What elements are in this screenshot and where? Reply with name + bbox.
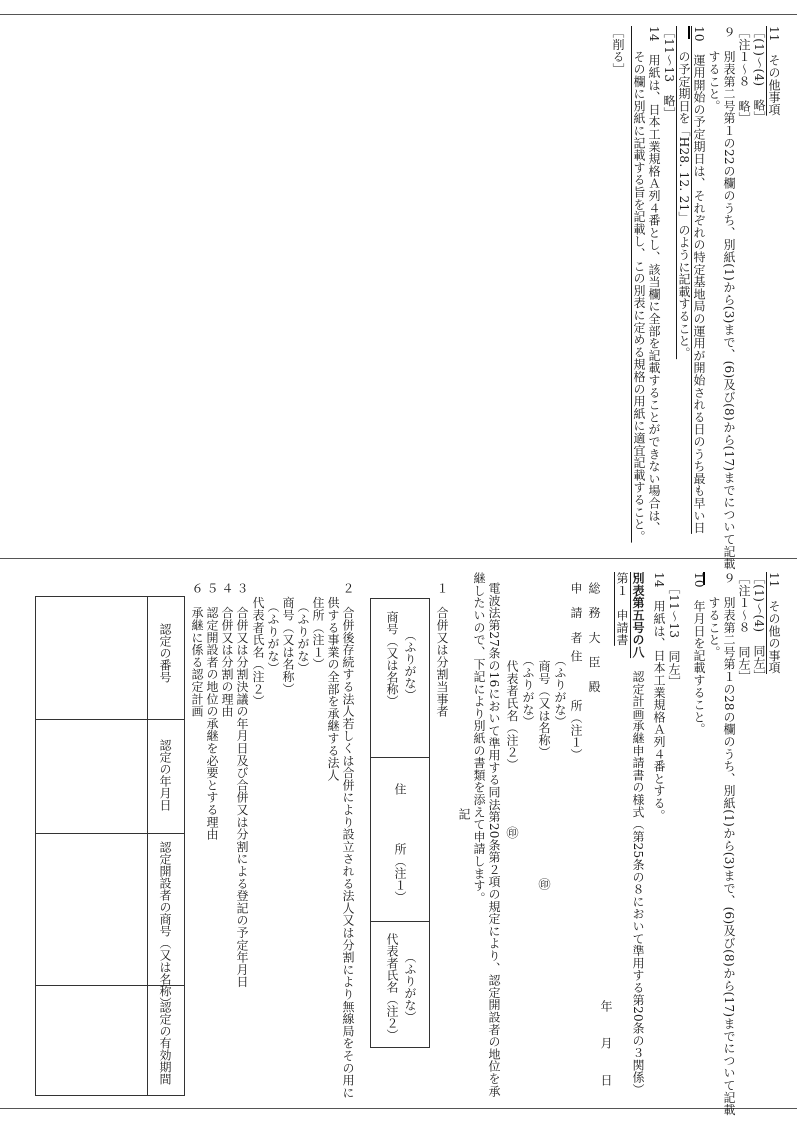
top-col-3: ［注１〜８ 略］	[737, 26, 751, 125]
plan-table-col-holder: 認定開設者の商号（又は名称）	[158, 841, 172, 1009]
parties-table-name: 商号（又は名称）	[385, 611, 399, 707]
top-col-8: ［11〜13 略］	[662, 26, 676, 120]
applicant-furigana-2: （ふりがな）	[521, 654, 535, 728]
parties-table-furigana-2: （ふりがな）	[403, 951, 417, 1023]
bottom-col-5: すること。	[707, 572, 721, 659]
parties-table-furigana-1: （ふりがな）	[403, 629, 417, 701]
body-text-2: 継したいので、下記により別紙の書類を添えて申請します。	[472, 572, 486, 905]
bottom-col-9: 14 用紙は、日本工業規格Ａ列４番とする。	[652, 572, 666, 822]
form-title-number: 別表第五号の八	[631, 572, 645, 659]
top-col-2: ［(1)〜(4) 略］	[752, 26, 766, 124]
top-rule	[0, 14, 797, 15]
top-col-9: 14 用紙は、日本工業規格Ａ列４番とし、該当欄に全部を記載することができない場合は、	[647, 26, 661, 534]
bottom-col-3: ［注１〜８ 同左］	[737, 572, 751, 683]
item-2-name: 商号（又は名称）	[281, 572, 295, 695]
top-col-6: 10 運用開始の予定期日は、それぞれの特定基地局の運用が開始される日のうち最も早い日	[692, 26, 706, 534]
ki-heading: 記	[457, 808, 471, 821]
form-title-text: 認定計画承継申請書の様式（第25条の８において準用する第20条の３関係）	[631, 658, 645, 1096]
item-6: ６ 承継に係る認定計画	[190, 582, 204, 718]
plan-table-divider-1	[36, 719, 184, 720]
top-col-5: すること。	[707, 26, 721, 113]
plan-table-header-divider	[147, 597, 148, 1095]
item-3: ３ 合併又は分割決議の年月日及び合併又は分割による登記の予定年月日	[235, 582, 249, 988]
plan-table-divider-2	[36, 833, 184, 834]
plan-table-col-validity: 認定の有効期間	[158, 1001, 172, 1085]
parties-table-divider-2	[371, 921, 429, 922]
plan-table	[35, 596, 185, 1096]
applicant-address: 住 所（注１）	[569, 650, 583, 761]
item-2-address: 住所（注１）	[311, 572, 325, 671]
middle-rule	[0, 558, 797, 559]
bottom-col-1: 11 その他の事項	[767, 572, 781, 674]
date-line: 年 月 日	[599, 1000, 613, 1087]
item-4: ４ 合併又は分割の理由	[220, 582, 234, 718]
top-col-7: の予定期日を「H28. 12. 21」のように記載すること。	[677, 26, 691, 360]
applicant-furigana-1: （ふりがな）	[553, 654, 567, 728]
parties-table	[370, 598, 430, 1048]
item-1: １ 合併又は分割当事者	[435, 582, 449, 718]
item-2-furigana-1: （ふりがな）	[296, 582, 310, 675]
item-2-furigana-2: （ふりがな）	[266, 582, 280, 675]
bottom-col-8: ［11〜13 同左］	[667, 582, 681, 688]
item-2-line-2: 供する事業の全部を承継する法人	[326, 572, 340, 782]
top-col-4-text: ９ 別表第二号第１の22の欄のうち、別紙(1)から(3)まで、(6)及び(8)から(17)までについて記載	[722, 26, 736, 570]
top-col-11: ［削る］	[611, 26, 625, 76]
item-5: ５ 認定開設者の地位の承継を必要とする理由	[205, 582, 219, 841]
bottom-col-4: ９ 別表第二号第１の28の欄のうち、別紙(1)から(3)まで、(6)及び(8)から(17)までについて記載	[722, 572, 736, 1116]
item-2-line-1: ２ 合併後存続する法人若しくは合併により設立される法人又は分割により無線局をその用に	[341, 582, 355, 1099]
applicant-representative: 代表者氏名（注２） ㊞	[505, 660, 519, 839]
bottom-col-2: ［(1)〜(4) 同左］	[752, 572, 766, 682]
parties-table-divider-1	[371, 757, 429, 758]
applicant-seal-1: ㊞	[537, 878, 551, 891]
bottom-col-6: 10 年月日を記載すること。	[692, 572, 706, 736]
body-text-1: 電波法第27条の16において準用する同法第20条第２項の規定により、認定開設者の地位を承	[487, 582, 501, 1098]
top-col-10: その欄に別紙に記載する旨を記載し、この別表に定める規格の用紙に適宜記載すること。	[632, 26, 646, 543]
item-2-representative: 代表者氏名（注２）	[251, 572, 265, 708]
plan-table-col-number: 認定の番号	[158, 623, 172, 683]
plan-table-col-date: 認定の年月日	[158, 739, 172, 811]
form-title	[630, 572, 645, 1096]
form-subtitle: 第１ 申請書	[615, 572, 629, 646]
parties-table-representative: 代表者氏名（注２）	[385, 933, 399, 1041]
applicant-name: 商号（又は名称）	[537, 660, 551, 759]
addressee: 総 務 大 臣 殿	[587, 582, 601, 693]
top-col-1: 11 その他事項	[767, 26, 781, 116]
parties-table-address: 住 所（注１）	[393, 783, 407, 903]
bottom-rule	[0, 1108, 797, 1109]
top-col-4	[721, 26, 736, 570]
applicant-label: 申 請 者	[569, 582, 583, 644]
